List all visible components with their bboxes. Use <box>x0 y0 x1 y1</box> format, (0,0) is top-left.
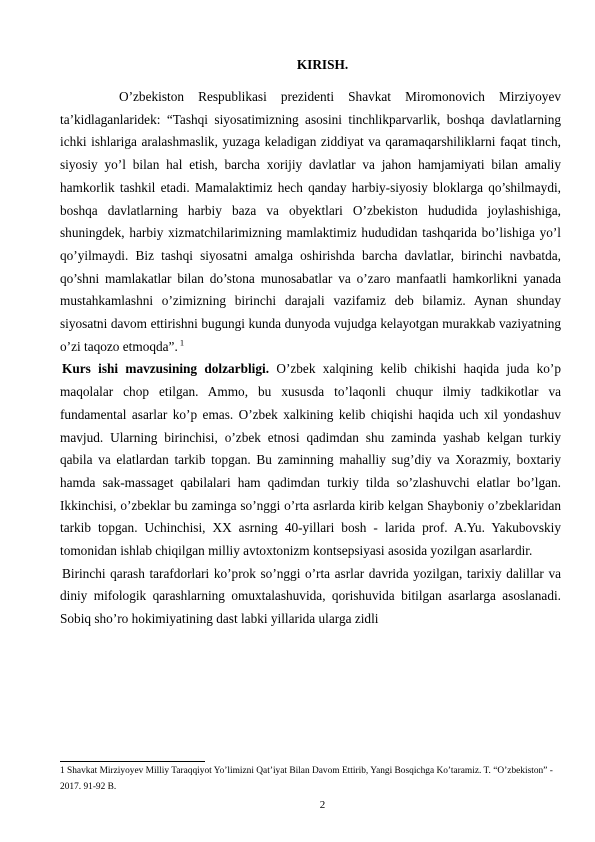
page-title: KIRISH. <box>296 57 349 72</box>
relevance-heading: Kurs ishi mavzusining dolzarbligi. <box>62 361 270 377</box>
paragraph-relevance-text: O’zbek xalqining kelib chikishi haqida juda ko’p maqolalar chop etilgan. Ammo, bu xususda to’laqonli chuqur ilmiy tadkikotlar va fundamental asarlar ko’p emas. O’zbek xalkining kelib chiqishi haqida uch xil yondashuv mavjud. Ularning birinchisi, o’zbek etnosi qadimdan shu zaminda yashab kelgan turkiy qabila va elatlardan tarkib topgan. Bu zaminning mahalliy sug’diy va Xorazmiy, boxtariy hamda sak-massaget qabilalari ham qadimdan turkiy tilda so’zlashuvchi elatlar bo’lgan. Ikkinchisi, o’zbeklar bu zaminga so’nggi o’rta asrlarda kirib kelgan Shayboniy o’zbeklaridan tarkib topgan. Uchinchisi, XX asrning 40-yillari bosh - larida prof. A.Yu. Yakubovskiy tomonidan ishlab chiqilgan milliy avtoxtonizm kontsepsiyasi asosida yozilgan asarlardir. <box>60 361 561 559</box>
footnote-divider <box>60 761 205 762</box>
paragraph-intro-text: O’zbekiston Respublikasi prezidenti Shavkat Miromonovich Mirziyoyev ta’kidlaganlaridek: “Tashqi siyosatimizning asosini tinchlikparvarlik, boshqa davlatlarning ichki ishlariga aralashmaslik, yuzaga keladigan ziddiyat va qaramaqarshiliklarni faqat tinch, siyosiy yo’l bilan hal etish, barcha xorijiy davlatlar va jahon hamjamiyati bilan amaliy hamkorlik tashkil etadi. Mamalaktimiz hech qanday harbiy-siyosiy bloklarga qo’shilmaydi, boshqa davlatlarning harbiy baza va obyektlari O’zbekiston hududida joylashishiga, shuningdek, harbiy xizmatchilarimizning mamlaktimiz hududidan tashqarida bo’lishiga yo’l qo’yilmaydi. Biz tashqi siyosatni amalga oshirishda barcha davlatlar, birinchi navbatda, qo’shni mamlakatlar bilan do’stona munosabatlar va o’zaro manfaatli hamkorlikni yanada mustahkamlashni o’zimizning birinchi darajali vazifamiz deb bilamiz. Aynan shunday siyosatni davom ettirishni bugungi kunda dunyoda vujudga kelayotgan murakkab vaziyatning o’zi taqozo etmoqda”. <box>60 89 561 354</box>
paragraph-relevance <box>60 358 561 562</box>
body-text <box>60 86 561 631</box>
page-number: 2 <box>319 799 326 811</box>
footnote: 1 Shavkat Mirziyoyev Milliy Taraqqiyot Yo’limizni Qat’iyat Bilan Davom Ettirib, Yangi Bosqichga Ko’taramiz. T. “O’zbekiston” - 2017. 91-92 B. <box>60 766 553 792</box>
paragraph-first-view: Birinchi qarash tarafdorlari ko’prok so’nggi o’rta asrlar davrida yozilgan, tarixiy dalillar va diniy mifologik qarashlarning omuxtalashuvida, qorishuvida bitilgan asarlarga asoslanadi. Sobiq sho’ro hokimiyatining dast labki yillarida ularga zidli <box>60 565 561 627</box>
footnote-reference: 1 <box>179 337 185 348</box>
paragraph-intro <box>60 86 561 358</box>
